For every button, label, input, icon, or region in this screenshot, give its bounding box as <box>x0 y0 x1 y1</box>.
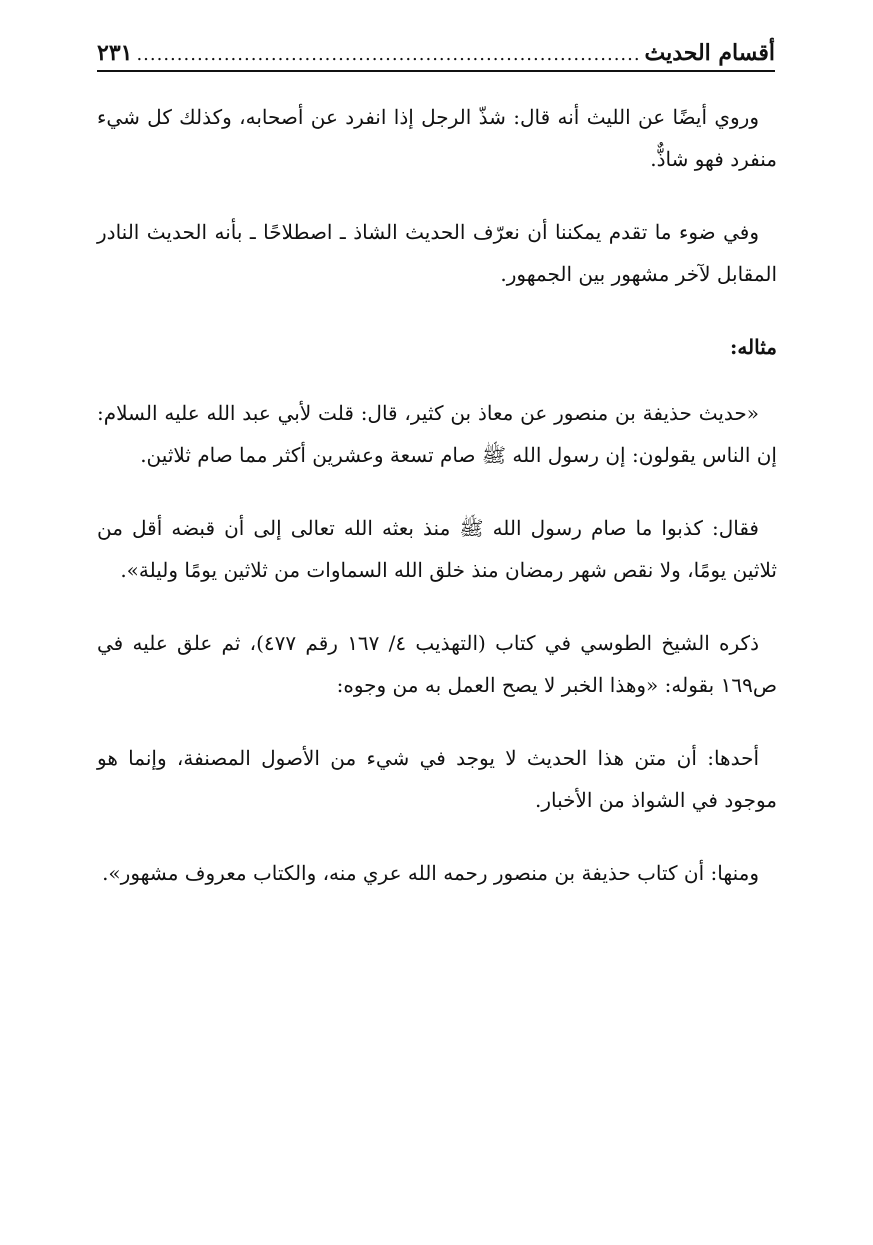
example-heading: مثاله: <box>729 335 777 359</box>
paragraph-hadith-answer: فقال: كذبوا ما صام رسول الله ﷺ منذ بعثه الله تعالى إلى أن قبضه أقل من ثلاثين يومًا، ولا نقص شهر رمضان منذ خلق الله السماوات من ثلاثين يومًا وليلة». <box>97 516 777 582</box>
paragraph-tusi-reference: ذكره الشيخ الطوسي في كتاب (التهذيب ٤/ ١٦٧ رقم ٤٧٧)، ثم علق عليه في ص١٦٩ بقوله: «وهذا الخبر لا يصح العمل به من وجوه: <box>97 631 777 697</box>
header-leader-dots <box>136 44 640 66</box>
chapter-title: أقسام الحديث <box>644 40 775 66</box>
paragraph-hadith-quote: «حديث حذيفة بن منصور عن معاذ بن كثير، قال: قلت لأبي عبد الله عليه السلام: إن الناس يقولون: إن رسول الله ﷺ صام تسعة وعشرين أكثر مما صام ثلاثين. <box>97 401 777 467</box>
paragraph-second-reason: ومنها: أن كتاب حذيفة بن منصور رحمه الله عري منه، والكتاب معروف مشهور». <box>102 861 759 885</box>
page-number: ٢٣١ <box>97 40 133 66</box>
paragraph-technical-definition: وفي ضوء ما تقدم يمكننا أن نعرّف الحديث الشاذ ـ اصطلاحًا ـ بأنه الحديث النادر المقابل لآخر مشهور بين الجمهور. <box>97 220 777 286</box>
paragraph-layth-definition: وروي أيضًا عن الليث أنه قال: شذّ الرجل إذا انفرد عن أصحابه، وكذلك كل شيء منفرد فهو شاذٌّ. <box>97 105 777 171</box>
page-body <box>97 96 777 925</box>
running-header <box>97 30 775 72</box>
paragraph-first-reason: أحدها: أن متن هذا الحديث لا يوجد في شيء من الأصول المصنفة، وإنما هو موجود في الشواذ من الأخبار. <box>97 746 777 812</box>
